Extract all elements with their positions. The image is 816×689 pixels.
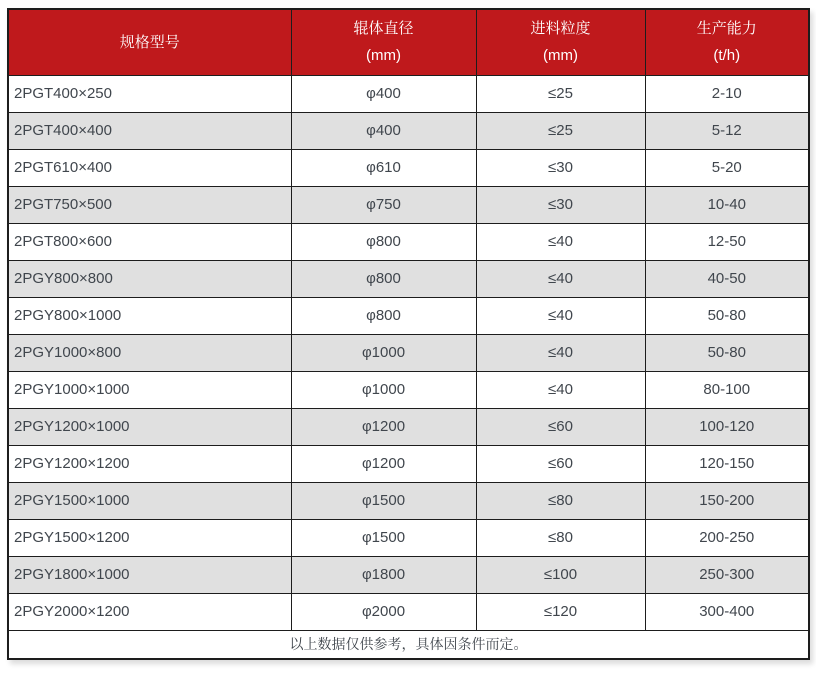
capacity-cell: 12-50 bbox=[645, 223, 809, 260]
table-row bbox=[8, 297, 809, 334]
column-header-feed-size-unit: (mm) bbox=[543, 47, 578, 65]
column-header-roller-diameter-label: 辊体直径 bbox=[353, 20, 414, 38]
capacity-cell: 100-120 bbox=[645, 408, 809, 445]
feed-size-cell: ≤25 bbox=[476, 75, 645, 112]
table-header bbox=[8, 9, 809, 75]
table-row bbox=[8, 334, 809, 371]
roller-diameter-cell: φ800 bbox=[291, 223, 476, 260]
table-row bbox=[8, 445, 809, 482]
roller-diameter-cell: φ400 bbox=[291, 112, 476, 149]
feed-size-cell: ≤60 bbox=[476, 408, 645, 445]
model-cell: 2PGY1500×1200 bbox=[8, 519, 291, 556]
feed-size-cell: ≤40 bbox=[476, 223, 645, 260]
table-row bbox=[8, 149, 809, 186]
header-row bbox=[8, 9, 809, 75]
column-header-roller-diameter bbox=[291, 9, 476, 75]
model-cell: 2PGT610×400 bbox=[8, 149, 291, 186]
roller-diameter-cell: φ610 bbox=[291, 149, 476, 186]
feed-size-cell: ≤30 bbox=[476, 186, 645, 223]
table-footnote: 以上数据仅供参考，具体因条件而定。 bbox=[8, 630, 809, 659]
model-cell: 2PGT400×400 bbox=[8, 112, 291, 149]
table-row bbox=[8, 223, 809, 260]
capacity-cell: 10-40 bbox=[645, 186, 809, 223]
capacity-cell: 300-400 bbox=[645, 593, 809, 630]
capacity-cell: 50-80 bbox=[645, 297, 809, 334]
feed-size-cell: ≤40 bbox=[476, 371, 645, 408]
table-row bbox=[8, 186, 809, 223]
feed-size-cell: ≤100 bbox=[476, 556, 645, 593]
model-cell: 2PGY1000×800 bbox=[8, 334, 291, 371]
capacity-cell: 2-10 bbox=[645, 75, 809, 112]
table-row bbox=[8, 112, 809, 149]
roller-diameter-cell: φ1200 bbox=[291, 445, 476, 482]
column-header-feed-size bbox=[476, 9, 645, 75]
roller-diameter-cell: φ1500 bbox=[291, 482, 476, 519]
feed-size-cell: ≤80 bbox=[476, 519, 645, 556]
capacity-cell: 250-300 bbox=[645, 556, 809, 593]
spec-table bbox=[7, 8, 810, 660]
footnote-row bbox=[8, 630, 809, 659]
model-cell: 2PGY1800×1000 bbox=[8, 556, 291, 593]
table-row bbox=[8, 75, 809, 112]
model-cell: 2PGY800×1000 bbox=[8, 297, 291, 334]
roller-diameter-cell: φ750 bbox=[291, 186, 476, 223]
table-row bbox=[8, 482, 809, 519]
column-header-model-label: 规格型号 bbox=[119, 33, 180, 51]
roller-diameter-cell: φ400 bbox=[291, 75, 476, 112]
column-header-capacity-label: 生产能力 bbox=[696, 20, 757, 38]
roller-diameter-cell: φ800 bbox=[291, 297, 476, 334]
model-cell: 2PGT800×600 bbox=[8, 223, 291, 260]
roller-diameter-cell: φ800 bbox=[291, 260, 476, 297]
roller-diameter-cell: φ2000 bbox=[291, 593, 476, 630]
model-cell: 2PGY1000×1000 bbox=[8, 371, 291, 408]
table-row bbox=[8, 519, 809, 556]
model-cell: 2PGY1200×1000 bbox=[8, 408, 291, 445]
feed-size-cell: ≤40 bbox=[476, 297, 645, 334]
roller-diameter-cell: φ1000 bbox=[291, 334, 476, 371]
capacity-cell: 5-20 bbox=[645, 149, 809, 186]
table-row bbox=[8, 408, 809, 445]
feed-size-cell: ≤40 bbox=[476, 260, 645, 297]
column-header-capacity bbox=[645, 9, 809, 75]
table-row bbox=[8, 593, 809, 630]
table-row bbox=[8, 260, 809, 297]
model-cell: 2PGT400×250 bbox=[8, 75, 291, 112]
capacity-cell: 50-80 bbox=[645, 334, 809, 371]
model-cell: 2PGT750×500 bbox=[8, 186, 291, 223]
feed-size-cell: ≤25 bbox=[476, 112, 645, 149]
roller-diameter-cell: φ1200 bbox=[291, 408, 476, 445]
feed-size-cell: ≤120 bbox=[476, 593, 645, 630]
feed-size-cell: ≤80 bbox=[476, 482, 645, 519]
model-cell: 2PGY1200×1200 bbox=[8, 445, 291, 482]
capacity-cell: 40-50 bbox=[645, 260, 809, 297]
model-cell: 2PGY1500×1000 bbox=[8, 482, 291, 519]
capacity-cell: 200-250 bbox=[645, 519, 809, 556]
model-cell: 2PGY2000×1200 bbox=[8, 593, 291, 630]
capacity-cell: 150-200 bbox=[645, 482, 809, 519]
roller-diameter-cell: φ1000 bbox=[291, 371, 476, 408]
capacity-cell: 5-12 bbox=[645, 112, 809, 149]
table-row bbox=[8, 556, 809, 593]
roller-diameter-cell: φ1800 bbox=[291, 556, 476, 593]
column-header-feed-size-label: 进料粒度 bbox=[530, 20, 591, 38]
model-cell: 2PGY800×800 bbox=[8, 260, 291, 297]
feed-size-cell: ≤40 bbox=[476, 334, 645, 371]
feed-size-cell: ≤30 bbox=[476, 149, 645, 186]
table-footer bbox=[8, 630, 809, 659]
roller-diameter-cell: φ1500 bbox=[291, 519, 476, 556]
column-header-model bbox=[8, 9, 291, 75]
feed-size-cell: ≤60 bbox=[476, 445, 645, 482]
capacity-cell: 80-100 bbox=[645, 371, 809, 408]
table-body bbox=[8, 75, 809, 630]
column-header-roller-diameter-unit: (mm) bbox=[366, 47, 401, 65]
column-header-capacity-unit: (t/h) bbox=[713, 47, 741, 65]
table-row bbox=[8, 371, 809, 408]
capacity-cell: 120-150 bbox=[645, 445, 809, 482]
